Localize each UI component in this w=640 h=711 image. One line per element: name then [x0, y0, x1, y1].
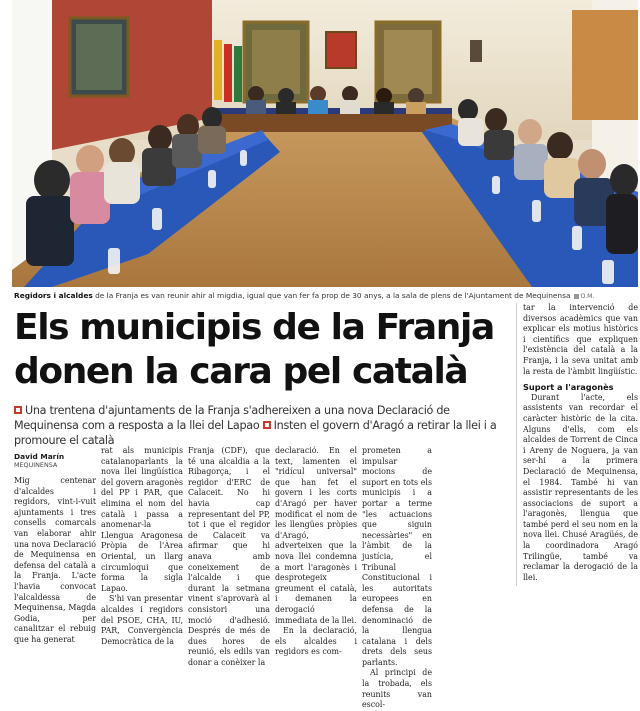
- body-paragraph: Franja (CDF), que té una alcaldia a la Ribagorça, i el regidor d'ERC de Calaceit. No hi havia cap representant del PP, tot i que el regidor de Calaceit va afirmar que hi anava amb coneixement de l'alcalde i que durant la setmana vinent s'aprovarà al consistori una moció d'adhesió. Després de més de dues hores de reunió, els edils van donar a conèixer la: [188, 446, 270, 667]
- body-paragraph: En la declaració, els alcaldes i regidors es com-: [275, 626, 357, 657]
- body-column-6: [516, 303, 638, 586]
- byline: [14, 452, 96, 470]
- body-column-1: [14, 476, 96, 644]
- photo-credit: O.M.: [574, 293, 595, 300]
- body-paragraph: declaració. En el text, lamenten el "ridícul universal" que han fet el govern i les corts d'Aragó per haver modificat el nom de les llengües pròpies d'Aragó, adverteixen que la nova llei condemna a mort l'aragonès i desprotegeix greument el català, i demanen la derogació immediata de la llei.: [275, 446, 357, 625]
- caption-text: de la Franja es van reunir ahir al migdia, igual que van fer fa prop de 30 anys, a la sala de plens de l'Ajuntament de Mequinensa: [92, 291, 571, 300]
- body-paragraph: Al principi de la trobada, els reunits van escol-: [362, 668, 432, 710]
- dateline-place: MEQUINENSA: [14, 461, 58, 469]
- headline-line-1: Els municipis de la Franja: [14, 307, 494, 348]
- headline-line-2: donen la cara pel català: [14, 351, 468, 392]
- body-paragraph: tar la intervenció de diversos acadèmics que van explicar els motius històrics i científics que expliquen l'existència del català a la Franja, i la seva unitat amb la resta de l'àmbit lingüístic.: [523, 303, 638, 376]
- council-meeting-photo: [12, 0, 638, 287]
- article-headline: [14, 306, 514, 394]
- body-paragraph: Mig centenar d'alcaldes i regidors, vint-i-vuit ajuntaments i tres consells comarcals van elaborar ahir una nova Declaració de Mequinensa en defensa del català a la Franja. L'acte l'havia convocat l'alcaldessa de Mequinensa, Magda Godia, per canalitzar el rebuig que ha generat: [14, 476, 96, 644]
- photo-caption: [14, 290, 638, 303]
- author-name: David Marín: [14, 452, 65, 461]
- caption-lead: Regidors i alcaldes: [14, 291, 93, 300]
- body-paragraph: prometen a impulsar mocions de suport en tots els municipis i a portar a terme "les actuacions que siguin necessàries" en l'àmbit de la justícia, el Tribunal Constitucional i les autoritats europees en defensa de la denominació de la llengua catalana i dels drets dels seus parlants.: [362, 446, 432, 667]
- body-column-5: [362, 446, 432, 710]
- lede-item-1: Una trentena d'ajuntaments de la Franja s'adhereixen a una nova Declaració de Mequinensa com a resposta a la llei del Lapao: [14, 404, 450, 432]
- body-paragraph: Durant l'acte, els assistents van recordar el caràcter històric de la cita. Alguns d'ells, com els alcaldes de Torrent de Cinca i Areny de Noguera, ja van ser-hi a la primera Declaració de Mequinensa, el 1984. També hi van assistir representants de les associacions de suport a l'aragonès, llengua que també perd el seu nom en la nova llei. Chusé Aragüés, de la coordinadora Aragó Trilingüe, també va reclamar la derogació de la llei.: [523, 392, 638, 582]
- section-subhead: Suport a l'aragonès: [523, 382, 614, 393]
- lede-item-2: Insten el govern d'Aragó a retirar la llei i a promoure el català: [14, 419, 497, 447]
- body-paragraph: rat als municipis catalanoparlants la nova llei lingüística del govern aragonès del PP i PAR, que elimina el nom del català i passa a anomenar-la Llengua Aragonesa Pròpia de l'Àrea Oriental, un llarg circumloqui que forma la sigla Lapao.: [101, 446, 183, 593]
- body-column-3: [188, 446, 270, 667]
- bullet-square-icon: [14, 406, 22, 414]
- bullet-square-icon: [263, 421, 271, 429]
- body-paragraph: S'hi van presentar alcaldes i regidors del PSOE, CHA, IU, PAR, Convergència Democràtica de la: [101, 594, 183, 646]
- body-column-2: [101, 446, 183, 646]
- photo-illustration: [12, 0, 638, 287]
- article-lede: [14, 403, 514, 448]
- body-column-4: [275, 446, 357, 657]
